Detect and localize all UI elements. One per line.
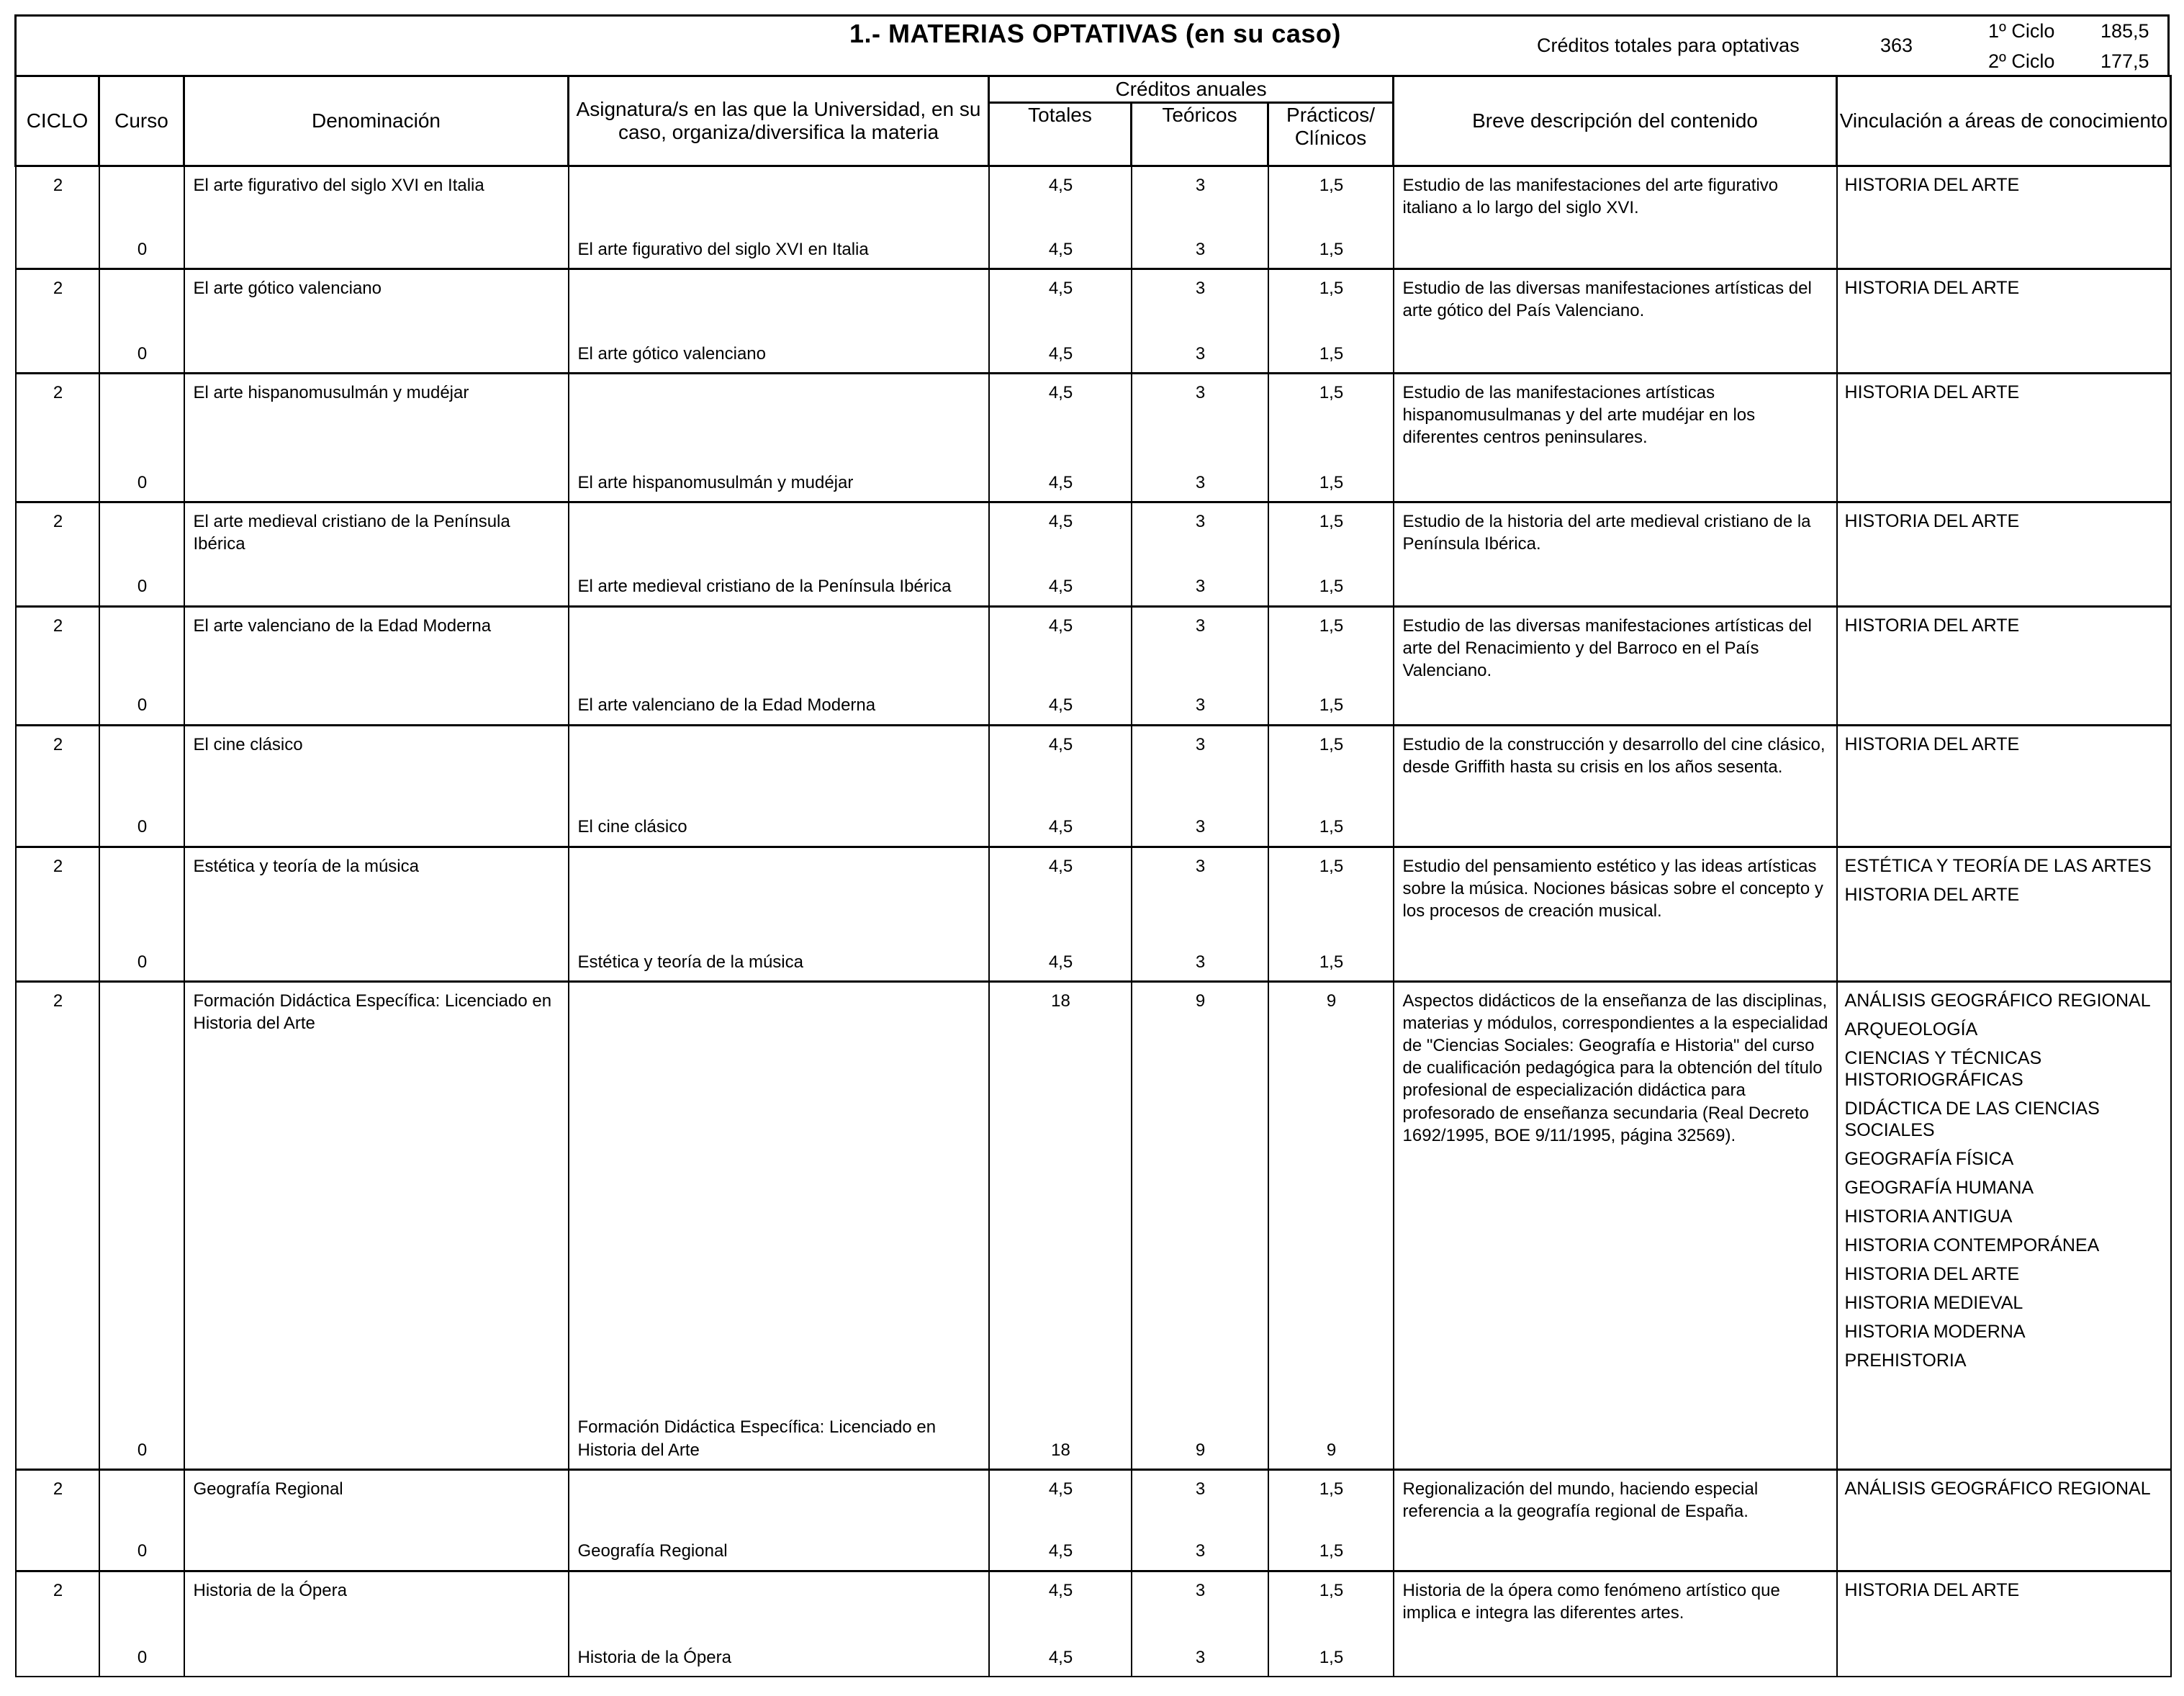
asignatura-bottom: Historia de la Ópera [577, 1647, 731, 1667]
totales-bottom: 4,5 [1048, 817, 1073, 837]
curso-cell [99, 725, 184, 847]
curso-bottom: 0 [137, 472, 148, 492]
vinculacion-cell [1837, 269, 2171, 373]
vinculacion-cell [1837, 606, 2171, 725]
practicos-cell [1268, 373, 1394, 502]
practicos-top: 9 [1326, 991, 1337, 1011]
area-item: CIENCIAS Y TÉCNICAS HISTORIOGRÁFICAS [1844, 1047, 2042, 1090]
asignatura-bottom: El arte figurativo del siglo XVI en Italia [577, 239, 869, 259]
area-item: HISTORIA DEL ARTE [1844, 510, 2020, 531]
descripcion-text: Aspectos didácticos de la enseñanza de las disciplinas, materias y módulos, correspondientes a la especialidad de "Ciencias Sociales: Geografía e Historia" del curso de cualificación pedagógica para la obtención del título profesional de especialización didáctica para profesorado de enseñanza secundaria (Real Decreto 1692/1995, BOE 9/11/1995, página 32569). [1402, 991, 1828, 1145]
totales-cell [989, 373, 1132, 502]
practicos-cell [1268, 166, 1394, 269]
practicos-cell [1268, 847, 1394, 981]
asignatura-bottom: Estética y teoría de la música [577, 952, 803, 972]
cycle2-value: 177,5 [2100, 50, 2149, 72]
page-title: 1.- MATERIAS OPTATIVAS (en su caso) [849, 19, 1341, 48]
area-item: HISTORIA DEL ARTE [1844, 175, 2020, 195]
teoricos-bottom: 3 [1195, 343, 1206, 364]
descripcion-cell [1394, 725, 1837, 847]
descripcion-text: Estudio de las diversas manifestaciones artísticas del arte del Renacimiento y del Barroco en el País Valenciano. [1402, 615, 1812, 680]
ciclo-top: 2 [53, 1479, 63, 1499]
denominacion-cell [184, 373, 569, 502]
teoricos-top: 3 [1195, 176, 1206, 195]
area-item: HISTORIA DEL ARTE [1844, 1579, 2020, 1600]
denominacion-top: Historia de la Ópera [193, 1580, 347, 1600]
col-asignaturas: Asignatura/s en las que la Universidad, en su caso, organiza/diversifica la materia [569, 76, 989, 166]
descripcion-cell [1394, 502, 1837, 606]
col-descripcion: Breve descripción del contenido [1394, 76, 1837, 166]
practicos-bottom: 1,5 [1319, 1541, 1344, 1561]
teoricos-cell [1132, 725, 1268, 847]
teoricos-cell [1132, 166, 1268, 269]
practicos-top: 1,5 [1319, 856, 1344, 876]
descripcion-cell [1394, 269, 1837, 373]
teoricos-top: 3 [1195, 615, 1206, 636]
totales-cell [989, 606, 1132, 725]
cycle2-label: 2º Ciclo [1988, 50, 2055, 72]
denominacion-cell [184, 725, 569, 847]
descripcion-text: Estudio de las manifestaciones artísticas hispanomusulmanas y del arte mudéjar en los diferentes centros peninsulares. [1402, 382, 1756, 448]
descripcion-cell [1394, 1469, 1837, 1571]
descripcion-text: Estudio de la construcción y desarrollo del cine clásico, desde Griffith hasta su crisis en los años sesenta. [1402, 734, 1826, 777]
descripcion-cell [1394, 847, 1837, 981]
descripcion-text: Estudio del pensamiento estético y las ideas artísticas sobre la música. Nociones básicas sobre el concepto y los procesos de creación musical. [1402, 856, 1823, 921]
area-item: HISTORIA DEL ARTE [1844, 1263, 2020, 1284]
denominacion-cell [184, 1571, 569, 1677]
teoricos-bottom: 3 [1195, 472, 1206, 492]
ciclo-top: 2 [53, 734, 63, 754]
teoricos-bottom: 3 [1195, 817, 1206, 837]
asignatura-bottom: El arte medieval cristiano de la Península Ibérica [577, 577, 952, 597]
asignatura-bottom: El arte gótico valenciano [577, 343, 766, 364]
practicos-bottom: 1,5 [1319, 239, 1344, 259]
practicos-bottom: 1,5 [1319, 343, 1344, 364]
totales-bottom: 4,5 [1048, 239, 1073, 259]
col-denominacion: Denominación [184, 76, 569, 166]
totales-bottom: 4,5 [1048, 1541, 1073, 1561]
curso-bottom: 0 [137, 1541, 148, 1561]
totales-bottom: 4,5 [1048, 695, 1073, 716]
vinculacion-cell [1837, 502, 2171, 606]
table-row [16, 606, 2171, 725]
denominacion-cell [184, 166, 569, 269]
totales-top: 4,5 [1048, 1479, 1073, 1499]
ciclo-cell [16, 847, 99, 981]
ciclo-cell [16, 269, 99, 373]
curso-bottom: 0 [137, 1647, 148, 1667]
ciclo-cell [16, 606, 99, 725]
area-item: HISTORIA CONTEMPORÁNEA [1844, 1235, 2100, 1255]
practicos-top: 1,5 [1319, 511, 1344, 531]
vinculacion-cell [1837, 166, 2171, 269]
asignatura-cell [569, 1571, 989, 1677]
denominacion-top: El arte gótico valenciano [193, 278, 382, 298]
denominacion-cell [184, 606, 569, 725]
col-practicos: Prácticos/ Clínicos [1268, 103, 1394, 166]
col-ciclo: CICLO [16, 76, 99, 166]
practicos-bottom: 1,5 [1319, 695, 1344, 716]
ciclo-top: 2 [53, 176, 63, 195]
area-item: ESTÉTICA Y TEORÍA DE LAS ARTES [1844, 855, 2152, 876]
area-item: HISTORIA DEL ARTE [1844, 382, 2020, 402]
totales-cell [989, 166, 1132, 269]
area-item: GEOGRAFÍA HUMANA [1844, 1177, 2034, 1198]
table-row [16, 847, 2171, 981]
asignatura-cell [569, 847, 989, 981]
optional-subjects-table [14, 75, 2172, 1677]
area-item: GEOGRAFÍA FÍSICA [1844, 1148, 2014, 1169]
descripcion-cell [1394, 373, 1837, 502]
teoricos-bottom: 3 [1195, 1541, 1206, 1561]
table-row [16, 373, 2171, 502]
asignatura-cell [569, 606, 989, 725]
descripcion-cell [1394, 981, 1837, 1469]
curso-cell [99, 1571, 184, 1677]
curso-cell [99, 847, 184, 981]
asignatura-cell [569, 502, 989, 606]
denominacion-top: El arte hispanomusulmán y mudéjar [193, 382, 469, 402]
teoricos-bottom: 3 [1195, 695, 1206, 716]
totales-top: 4,5 [1048, 856, 1073, 876]
denominacion-top: El arte figurativo del siglo XVI en Italia [193, 176, 484, 195]
totales-top: 4,5 [1048, 278, 1073, 298]
practicos-top: 1,5 [1319, 176, 1344, 195]
descripcion-text: Estudio de las diversas manifestaciones artísticas del arte gótico del País Valenciano. [1402, 278, 1812, 321]
practicos-cell [1268, 606, 1394, 725]
asignatura-bottom: El arte hispanomusulmán y mudéjar [577, 472, 854, 492]
asignatura-cell [569, 1469, 989, 1571]
practicos-bottom: 1,5 [1319, 952, 1344, 972]
totales-top: 4,5 [1048, 176, 1073, 195]
descripcion-text: Historia de la ópera como fenómeno artístico que implica e integra las diferentes artes. [1402, 1580, 1780, 1623]
teoricos-bottom: 9 [1195, 1440, 1206, 1460]
table-row [16, 1571, 2171, 1677]
denominacion-top: El arte medieval cristiano de la Península Ibérica [193, 511, 510, 554]
ciclo-top: 2 [53, 856, 63, 876]
teoricos-top: 9 [1195, 991, 1206, 1011]
totales-bottom: 4,5 [1048, 952, 1073, 972]
vinculacion-cell [1837, 981, 2171, 1469]
ciclo-cell [16, 373, 99, 502]
teoricos-cell [1132, 1571, 1268, 1677]
totales-cell [989, 1571, 1132, 1677]
totales-top: 4,5 [1048, 615, 1073, 636]
curso-cell [99, 606, 184, 725]
teoricos-cell [1132, 1469, 1268, 1571]
table-row [16, 725, 2171, 847]
ciclo-cell [16, 166, 99, 269]
curso-bottom: 0 [137, 343, 148, 364]
area-item: DIDÁCTICA DE LAS CIENCIAS SOCIALES [1844, 1098, 2100, 1140]
practicos-cell [1268, 1571, 1394, 1677]
area-item: ANÁLISIS GEOGRÁFICO REGIONAL [1844, 1478, 2151, 1499]
curso-bottom: 0 [137, 1440, 148, 1460]
totales-bottom: 4,5 [1048, 577, 1073, 597]
practicos-top: 1,5 [1319, 278, 1344, 298]
totales-cell [989, 269, 1132, 373]
practicos-top: 1,5 [1319, 1580, 1344, 1600]
practicos-cell [1268, 981, 1394, 1469]
practicos-bottom: 9 [1326, 1440, 1337, 1460]
curso-bottom: 0 [137, 695, 148, 716]
table-row [16, 269, 2171, 373]
table-row [16, 981, 2171, 1469]
asignatura-cell [569, 981, 989, 1469]
descripcion-text: Estudio de las manifestaciones del arte figurativo italiano a lo largo del siglo XVI. [1402, 176, 1779, 218]
denominacion-top: Geografía Regional [193, 1479, 343, 1499]
curso-cell [99, 373, 184, 502]
descripcion-cell [1394, 166, 1837, 269]
col-creditos-anuales: Créditos anuales [989, 76, 1394, 103]
ciclo-cell [16, 725, 99, 847]
practicos-top: 1,5 [1319, 382, 1344, 402]
totales-top: 18 [1051, 991, 1070, 1011]
totales-cell [989, 725, 1132, 847]
total-credits-label: Créditos totales para optativas [1537, 35, 1800, 56]
ciclo-top: 2 [53, 991, 63, 1011]
denominacion-top: El cine clásico [193, 734, 303, 754]
vinculacion-cell [1837, 725, 2171, 847]
area-item: HISTORIA DEL ARTE [1844, 734, 2020, 754]
denominacion-top: El arte valenciano de la Edad Moderna [193, 615, 492, 636]
denominacion-top: Formación Didáctica Específica: Licenciado en Historia del Arte [193, 991, 552, 1033]
totales-top: 4,5 [1048, 511, 1073, 531]
table-row [16, 166, 2171, 269]
teoricos-top: 3 [1195, 382, 1206, 402]
col-vinculacion: Vinculación a áreas de conocimiento [1837, 76, 2171, 166]
vinculacion-cell [1837, 373, 2171, 502]
descripcion-cell [1394, 606, 1837, 725]
totales-cell [989, 1469, 1132, 1571]
vinculacion-cell [1837, 847, 2171, 981]
totales-cell [989, 502, 1132, 606]
descripcion-text: Estudio de la historia del arte medieval cristiano de la Península Ibérica. [1402, 511, 1811, 554]
curso-cell [99, 166, 184, 269]
table-row [16, 502, 2171, 606]
teoricos-bottom: 3 [1195, 577, 1206, 597]
asignatura-cell [569, 725, 989, 847]
denominacion-cell [184, 502, 569, 606]
teoricos-cell [1132, 606, 1268, 725]
teoricos-cell [1132, 269, 1268, 373]
asignatura-cell [569, 166, 989, 269]
curso-bottom: 0 [137, 577, 148, 597]
table-row [16, 1469, 2171, 1571]
asignatura-bottom: El cine clásico [577, 817, 687, 837]
teoricos-cell [1132, 847, 1268, 981]
practicos-cell [1268, 269, 1394, 373]
totales-top: 4,5 [1048, 734, 1073, 754]
area-item: HISTORIA ANTIGUA [1844, 1206, 2013, 1227]
denominacion-cell [184, 1469, 569, 1571]
ciclo-top: 2 [53, 1580, 63, 1600]
col-curso: Curso [99, 76, 184, 166]
descripcion-cell [1394, 1571, 1837, 1677]
teoricos-top: 3 [1195, 1479, 1206, 1499]
area-item: HISTORIA MODERNA [1844, 1321, 2026, 1342]
totales-bottom: 4,5 [1048, 472, 1073, 492]
practicos-bottom: 1,5 [1319, 1647, 1344, 1667]
denominacion-cell [184, 847, 569, 981]
curso-bottom: 0 [137, 817, 148, 837]
area-item: HISTORIA MEDIEVAL [1844, 1292, 2023, 1313]
denominacion-cell [184, 981, 569, 1469]
totales-top: 4,5 [1048, 382, 1073, 402]
teoricos-cell [1132, 981, 1268, 1469]
totales-bottom: 4,5 [1048, 343, 1073, 364]
area-item: ARQUEOLOGÍA [1844, 1019, 1978, 1039]
practicos-cell [1268, 1469, 1394, 1571]
totales-cell [989, 847, 1132, 981]
area-item: HISTORIA DEL ARTE [1844, 277, 2020, 298]
totales-bottom: 18 [1051, 1440, 1070, 1460]
ciclo-cell [16, 1571, 99, 1677]
ciclo-cell [16, 981, 99, 1469]
vinculacion-cell [1837, 1469, 2171, 1571]
totales-bottom: 4,5 [1048, 1647, 1073, 1667]
asignatura-cell [569, 373, 989, 502]
area-item: HISTORIA DEL ARTE [1844, 615, 2020, 636]
totales-top: 4,5 [1048, 1580, 1073, 1600]
teoricos-top: 3 [1195, 511, 1206, 531]
asignatura-bottom: Formación Didáctica Específica: Licenciado en Historia del Arte [577, 1417, 937, 1460]
asignatura-cell [569, 269, 989, 373]
practicos-top: 1,5 [1319, 615, 1344, 636]
ciclo-cell [16, 502, 99, 606]
vinculacion-cell [1837, 1571, 2171, 1677]
ciclo-top: 2 [53, 615, 63, 636]
teoricos-bottom: 3 [1195, 952, 1206, 972]
teoricos-top: 3 [1195, 1580, 1206, 1600]
cycle1-value: 185,5 [2100, 20, 2149, 42]
cycle1-label: 1º Ciclo [1988, 20, 2055, 42]
col-totales: Totales [989, 103, 1132, 166]
curso-bottom: 0 [137, 239, 148, 259]
descripcion-text: Regionalización del mundo, haciendo especial referencia a la geografía regional de España. [1402, 1479, 1759, 1521]
practicos-cell [1268, 502, 1394, 606]
ciclo-top: 2 [53, 511, 63, 531]
area-item: HISTORIA DEL ARTE [1844, 884, 2020, 905]
denominacion-top: Estética y teoría de la música [193, 856, 419, 876]
curso-bottom: 0 [137, 952, 148, 972]
curso-cell [99, 269, 184, 373]
teoricos-top: 3 [1195, 856, 1206, 876]
practicos-bottom: 1,5 [1319, 472, 1344, 492]
teoricos-top: 3 [1195, 278, 1206, 298]
totales-cell [989, 981, 1132, 1469]
ciclo-cell [16, 1469, 99, 1571]
area-item: ANÁLISIS GEOGRÁFICO REGIONAL [1844, 990, 2151, 1011]
curso-cell [99, 1469, 184, 1571]
practicos-top: 1,5 [1319, 734, 1344, 754]
total-credits-value: 363 [1880, 35, 1913, 56]
practicos-bottom: 1,5 [1319, 577, 1344, 597]
teoricos-bottom: 3 [1195, 239, 1206, 259]
teoricos-cell [1132, 373, 1268, 502]
teoricos-cell [1132, 502, 1268, 606]
practicos-bottom: 1,5 [1319, 817, 1344, 837]
practicos-top: 1,5 [1319, 1479, 1344, 1499]
asignatura-bottom: Geografía Regional [577, 1541, 728, 1561]
asignatura-bottom: El arte valenciano de la Edad Moderna [577, 695, 876, 716]
curso-cell [99, 981, 184, 1469]
ciclo-top: 2 [53, 382, 63, 402]
denominacion-cell [184, 269, 569, 373]
teoricos-top: 3 [1195, 734, 1206, 754]
col-teoricos: Teóricos [1132, 103, 1268, 166]
area-item: PREHISTORIA [1844, 1350, 1967, 1371]
practicos-cell [1268, 725, 1394, 847]
teoricos-bottom: 3 [1195, 1647, 1206, 1667]
ciclo-top: 2 [53, 278, 63, 298]
curso-cell [99, 502, 184, 606]
